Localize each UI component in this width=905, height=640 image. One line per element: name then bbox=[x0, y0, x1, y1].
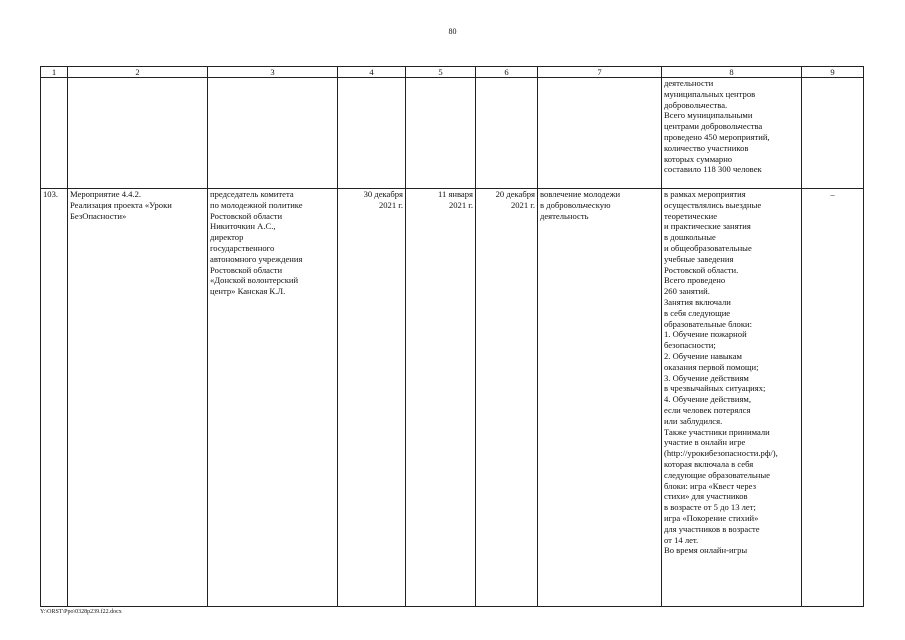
text-line: БезОпасности» bbox=[70, 210, 127, 221]
text-line: в себя следующие bbox=[664, 307, 731, 318]
text-line: государственного bbox=[210, 242, 275, 253]
text-line: Во время онлайн-игры bbox=[664, 545, 748, 556]
text-line: добровольчества. bbox=[664, 99, 728, 110]
text-line: 4. Обучение действиям, bbox=[664, 394, 751, 405]
text-line: 2021 г. bbox=[378, 199, 403, 210]
text-line: Мероприятие 4.4.2. bbox=[70, 189, 142, 199]
text-line: «Донской волонтерский bbox=[210, 275, 299, 286]
text-line: или заблудился. bbox=[664, 415, 723, 426]
text-line: игра «Покорение стихий» bbox=[664, 512, 759, 523]
text-line: 2. Обучение навыкам bbox=[664, 350, 742, 361]
planned-date-cell bbox=[338, 189, 406, 607]
header-cell: 7 bbox=[538, 67, 662, 78]
text-line: и практические занятия bbox=[664, 221, 751, 232]
cell-empty bbox=[41, 78, 68, 189]
text-line: вовлечение молодежи bbox=[540, 189, 621, 199]
end-date-cell bbox=[476, 189, 538, 607]
text-line: в возрасте от 5 до 13 лет; bbox=[664, 502, 756, 513]
text-line: оказания первой помощи; bbox=[664, 361, 759, 372]
table-row-103 bbox=[41, 189, 864, 607]
text-line: количество участников bbox=[664, 142, 749, 153]
text-line: стихи» для участников bbox=[664, 491, 748, 502]
text-line: осуществлялись выездные bbox=[664, 199, 762, 210]
text-line: Ростовской области. bbox=[664, 264, 739, 275]
header-cell: 6 bbox=[476, 67, 538, 78]
text-line: по молодежной политике bbox=[210, 199, 303, 210]
text-line: составило 118 300 человек bbox=[664, 164, 762, 175]
text-line: 20 декабря bbox=[495, 189, 535, 199]
text-line: Занятия включали bbox=[664, 296, 731, 307]
responsible-cell bbox=[208, 189, 338, 607]
text-line: для участников в возрасте bbox=[664, 523, 760, 534]
cell-empty bbox=[538, 78, 662, 189]
text-line: которая включала в себя bbox=[664, 458, 754, 469]
text-line: которых суммарно bbox=[664, 153, 733, 164]
text-line: Никиточкин А.С., bbox=[210, 221, 276, 232]
header-cell: 1 bbox=[41, 67, 68, 78]
text-line: Всего проведено bbox=[664, 275, 726, 286]
page-number: 80 bbox=[448, 27, 457, 36]
text-line: 11 января bbox=[438, 189, 473, 199]
header-cell: 3 bbox=[208, 67, 338, 78]
text-line: (http://урокибезопасности.рф/), bbox=[664, 448, 778, 459]
text-line: Всего муниципальными bbox=[664, 110, 753, 121]
text-line: 2021 г. bbox=[448, 199, 473, 210]
header-cell: 9 bbox=[802, 67, 864, 78]
text-line: в добровольческую bbox=[540, 199, 611, 210]
text-line: муниципальных центров bbox=[664, 88, 756, 99]
text-line: 2021 г. bbox=[510, 199, 535, 210]
notes-cell: – bbox=[802, 189, 864, 607]
text-line: председатель комитета bbox=[210, 189, 294, 199]
text-line: безопасности; bbox=[664, 340, 716, 351]
header-cell: 5 bbox=[406, 67, 476, 78]
cell-empty bbox=[802, 78, 864, 189]
measures-table bbox=[40, 66, 864, 607]
text-line: в дошкольные bbox=[664, 232, 716, 243]
text-line: образовательные блоки: bbox=[664, 318, 752, 329]
text-line: участие в онлайн игре bbox=[664, 437, 746, 448]
cell-empty bbox=[406, 78, 476, 189]
measure-name-cell bbox=[68, 189, 208, 607]
text-line: деятельности bbox=[664, 78, 714, 88]
text-line: 30 декабря bbox=[363, 189, 403, 199]
row-number: 103. bbox=[41, 189, 68, 607]
text-line: и общеобразовательные bbox=[664, 242, 752, 253]
text-line: 260 занятий. bbox=[664, 286, 710, 297]
text-line: блоки: игра «Квест через bbox=[664, 480, 756, 491]
text-line: Ростовской области bbox=[210, 210, 283, 221]
text-line: в рамках мероприятия bbox=[664, 189, 746, 199]
column-number-row bbox=[41, 67, 864, 78]
continuation-row bbox=[41, 78, 864, 189]
text-line: Также участники принимали bbox=[664, 426, 770, 437]
header-cell: 4 bbox=[338, 67, 406, 78]
text-line: проведено 450 мероприятий, bbox=[664, 131, 770, 142]
text-line: центрами добровольчества bbox=[664, 121, 763, 132]
text-line: Ростовской области bbox=[210, 264, 283, 275]
result-cell bbox=[662, 78, 802, 189]
actual-result-cell bbox=[662, 189, 802, 607]
cell-empty bbox=[338, 78, 406, 189]
text-line: от 14 лет. bbox=[664, 534, 699, 545]
start-date-cell bbox=[406, 189, 476, 607]
text-line: в чрезвычайных ситуациях; bbox=[664, 383, 766, 394]
text-line: следующие образовательные bbox=[664, 469, 770, 480]
text-line: если человек потерялся bbox=[664, 404, 751, 415]
text-line: автономного учреждения bbox=[210, 253, 303, 264]
cell-empty bbox=[68, 78, 208, 189]
text-line: деятельность bbox=[540, 210, 589, 221]
header-cell: 2 bbox=[68, 67, 208, 78]
text-line: Реализация проекта «Уроки bbox=[70, 199, 172, 210]
text-line: центр» Канская К.Л. bbox=[210, 286, 286, 297]
cell-empty bbox=[208, 78, 338, 189]
text-line: 1. Обучение пожарной bbox=[664, 329, 747, 340]
text-line: учебные заведения bbox=[664, 253, 734, 264]
text-line: директор bbox=[210, 232, 244, 243]
text-line: теоретические bbox=[664, 210, 718, 221]
expected-result-cell bbox=[538, 189, 662, 607]
file-path-footer: Y:\ORST\Ppo\0328p239.f22.docx bbox=[40, 609, 122, 615]
header-cell: 8 bbox=[662, 67, 802, 78]
cell-empty bbox=[476, 78, 538, 189]
text-line: 3. Обучение действиям bbox=[664, 372, 749, 383]
